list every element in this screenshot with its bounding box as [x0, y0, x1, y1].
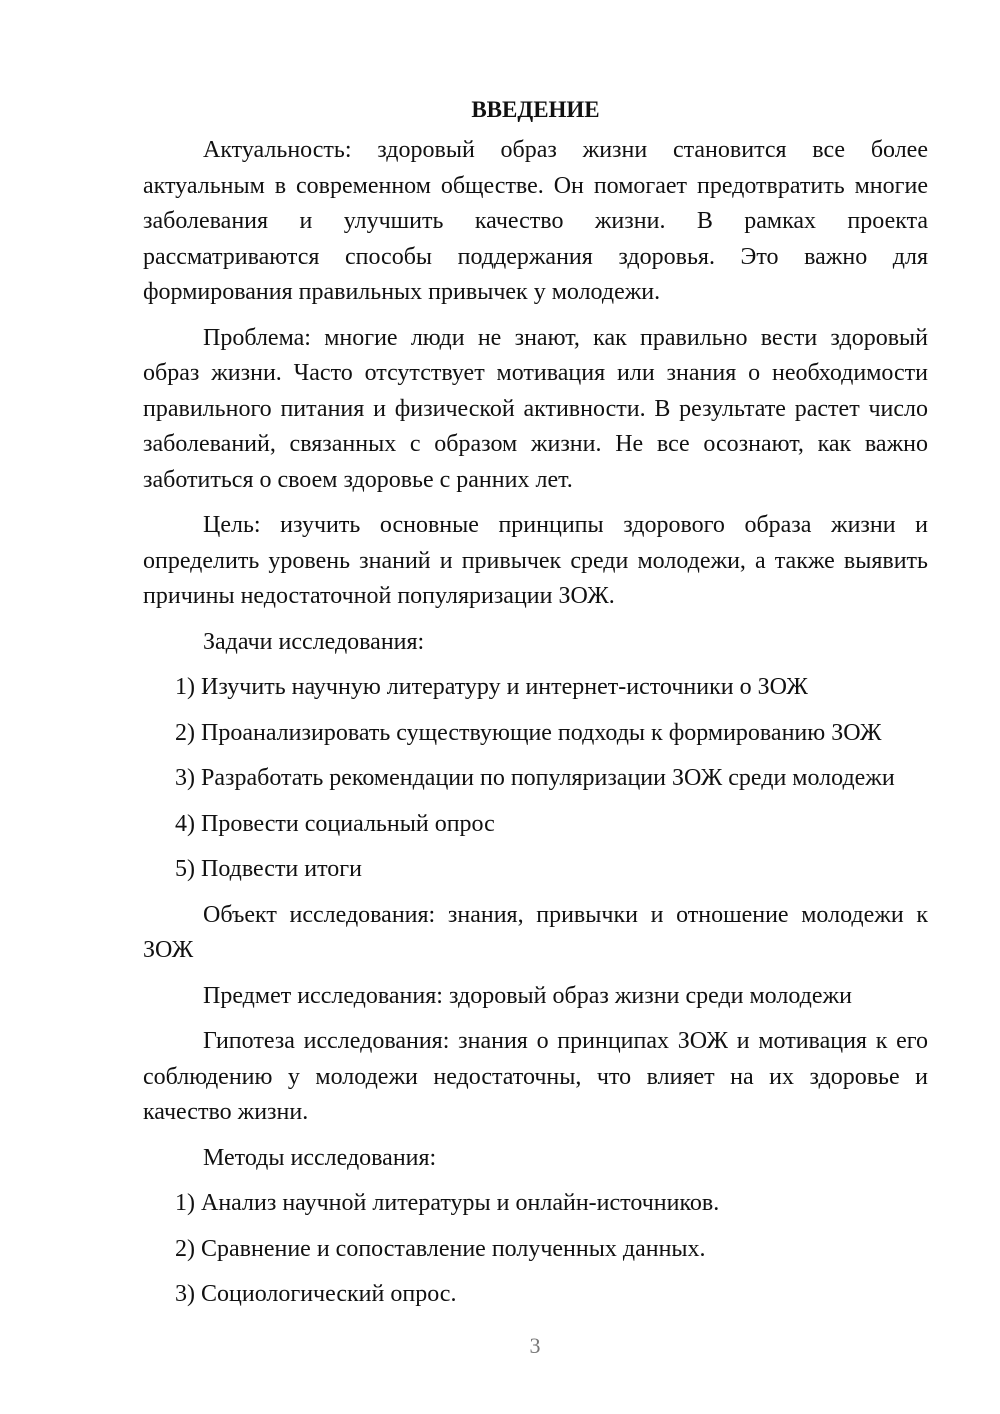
paragraph-hypothesis: Гипотеза исследования: знания о принципах ЗОЖ и мотивация к его соблюдению у молодежи недостаточны, что влияет на их здоровье и качество жизни.	[143, 1028, 928, 1125]
tasks-list	[143, 670, 928, 888]
task-item: 4) Провести социальный опрос	[175, 810, 495, 837]
tasks-heading: Задачи исследования:	[203, 628, 425, 655]
paragraph-object: Объект исследования: знания, привычки и отношение молодежи к ЗОЖ	[143, 901, 928, 963]
page-title: ВВЕДЕНИЕ	[471, 97, 600, 122]
method-item: 3) Социологический опрос.	[175, 1281, 457, 1307]
methods-list	[143, 1186, 928, 1313]
document-body	[143, 92, 928, 1323]
method-item: 2) Сравнение и сопоставление полученных данных.	[175, 1235, 706, 1262]
method-item: 1) Анализ научной литературы и онлайн-источников.	[175, 1190, 720, 1216]
paragraph-problem: Проблема: многие люди не знают, как правильно вести здоровый образ жизни. Часто отсутствует мотивация или знания о необходимости правильного питания и физической активности. В результате растет число заболеваний, связанных с образом жизни. Не все осознают, как важно заботиться о своем здоровье с ранних лет.	[143, 324, 928, 493]
page-number: 3	[529, 1333, 541, 1358]
task-item: 1) Изучить научную литературу и интернет-источники о ЗОЖ	[175, 674, 808, 700]
paragraph-goal: Цель: изучить основные принципы здорового образа жизни и определить уровень знаний и привычек среди молодежи, а также выявить причины недостаточной популяризации ЗОЖ.	[143, 512, 928, 609]
paragraph-relevance: Актуальность: здоровый образ жизни становится все более актуальным в современном обществе. Он помогает предотвратить многие заболевания и улучшить качество жизни. В рамках проекта рассматриваются способы поддержания здоровья. Это важно для формирования правильных привычек у молодежи.	[143, 137, 928, 305]
task-item: 3) Разработать рекомендации по популяризации ЗОЖ среди молодежи	[175, 765, 895, 791]
methods-heading: Методы исследования:	[203, 1144, 437, 1171]
task-item: 2) Проанализировать существующие подходы к формированию ЗОЖ	[175, 719, 882, 746]
task-item: 5) Подвести итоги	[175, 856, 362, 882]
paragraph-subject: Предмет исследования: здоровый образ жизни среди молодежи	[203, 982, 852, 1009]
